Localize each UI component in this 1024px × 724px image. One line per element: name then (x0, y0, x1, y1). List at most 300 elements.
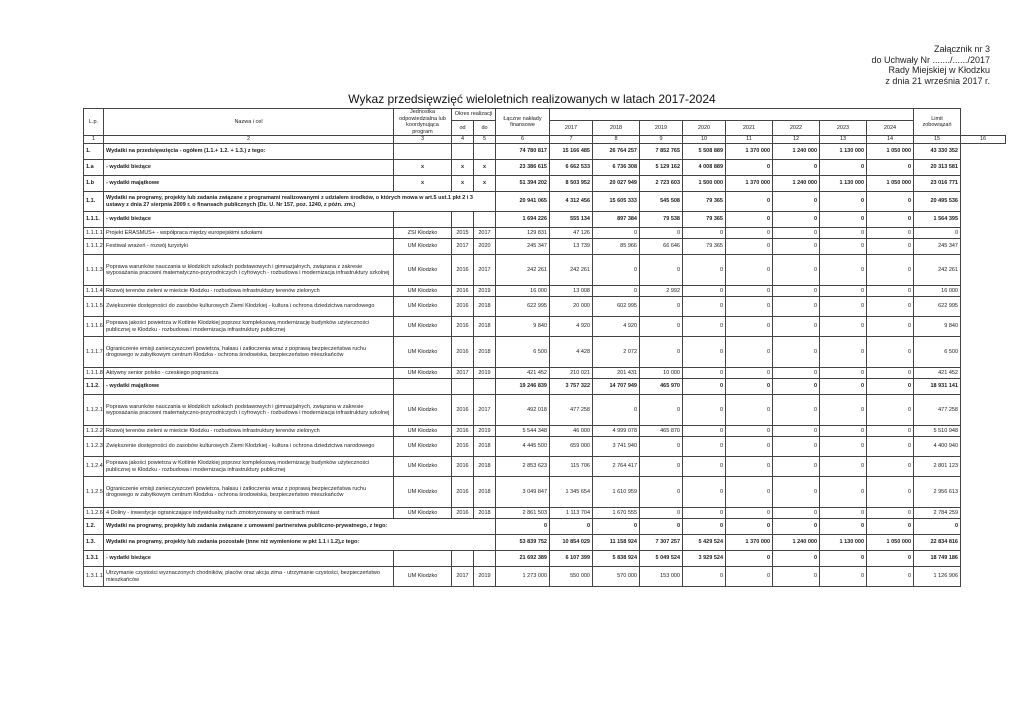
cell-y2023: 1 130 000 (820, 535, 867, 551)
cell-from: 2016 (452, 437, 474, 457)
cell-y2020: 0 (683, 457, 726, 477)
cell-to: 2020 (474, 239, 496, 255)
cell-name: - wydatki majątkowe (104, 176, 394, 192)
annex-resolution: do Uchwały Nr ......./....../2017 (871, 54, 990, 65)
header-limit: Limit zobowiązań (914, 109, 961, 136)
cell-unit: ZSI Kłodzko (394, 228, 452, 239)
cell-y2019: 153 000 (640, 567, 683, 587)
cell-y2017: 0 (550, 519, 593, 535)
cell-from (452, 379, 474, 395)
cell-to: 2017 (474, 395, 496, 426)
column-number: 13 (820, 136, 867, 144)
cell-lp: 1.1.1.1 (84, 228, 104, 239)
cell-name: - wydatki bieżące (104, 160, 394, 176)
cell-name: - wydatki bieżące (104, 212, 394, 228)
cell-y2024: 0 (867, 519, 914, 535)
table-row (84, 212, 1006, 228)
cell-total: 245 347 (496, 239, 550, 255)
table-body (84, 144, 1006, 587)
cell-y2020: 0 (683, 368, 726, 379)
cell-total: 23 386 615 (496, 160, 550, 176)
cell-y2017: 550 000 (550, 567, 593, 587)
cell-lp: 1. (84, 144, 104, 160)
cell-y2024: 0 (867, 437, 914, 457)
cell-name: Wydatki na programy, projekty lub zadania związane z programami realizowanymi z udziałem środków, o których mowa w art.5 ust.1 pkt 2 i 3 ustawy z dnia 27 sierpnia 2009 r. o finansach publicznych (Dz. U. Nr 157, poz. 1240, z późn. zm.) (104, 192, 496, 212)
cell-from: 2016 (452, 508, 474, 519)
cell-y2024: 0 (867, 212, 914, 228)
cell-y2020: 5 508 889 (683, 144, 726, 160)
cell-y2021: 1 370 000 (726, 176, 773, 192)
cell-y2018: 85 966 (593, 239, 640, 255)
cell-y2018: 897 384 (593, 212, 640, 228)
cell-y2023: 0 (820, 368, 867, 379)
cell-unit: UM Kłodzko (394, 437, 452, 457)
table-row (84, 317, 1006, 337)
cell-y2024: 0 (867, 368, 914, 379)
column-number: 16 (961, 136, 1006, 144)
cell-y2020: 0 (683, 317, 726, 337)
cell-from: x (452, 160, 474, 176)
cell-lp: 1.3.1 (84, 551, 104, 567)
header-year: 2019 (640, 121, 683, 136)
cell-y2018: 2 764 417 (593, 457, 640, 477)
column-number: 10 (683, 136, 726, 144)
cell-y2020: 0 (683, 395, 726, 426)
table-row (84, 192, 1006, 212)
column-number: 14 (867, 136, 914, 144)
column-number: 7 (550, 136, 593, 144)
cell-to (474, 551, 496, 567)
cell-y2020: 0 (683, 477, 726, 508)
cell-lp: 1.1.1.8 (84, 368, 104, 379)
cell-y2023: 0 (820, 239, 867, 255)
cell-total: 1 273 000 (496, 567, 550, 587)
table-row (84, 519, 1006, 535)
cell-name: Wydatki na programy, projekty lub zadania pozostałe (inne niż wymienione w pkt 1.1 i 1.2),z tego: (104, 535, 496, 551)
cell-lp: 1.1.1.7 (84, 337, 104, 368)
cell-y2019: 5 049 524 (640, 551, 683, 567)
cell-y2022: 0 (773, 457, 820, 477)
cell-unit: x (394, 176, 452, 192)
cell-unit: UM Kłodzko (394, 508, 452, 519)
column-number: 9 (640, 136, 683, 144)
cell-limit: 2 784 259 (914, 508, 961, 519)
cell-y2019: 0 (640, 437, 683, 457)
cell-from: x (452, 176, 474, 192)
table-row (84, 286, 1006, 297)
cell-lp: 1.1.2.5 (84, 477, 104, 508)
cell-from: 2015 (452, 228, 474, 239)
cell-name: 4 Doliny - inwestycje ograniczające indywidualny ruch zmotoryzowany w centrach miast (104, 508, 394, 519)
cell-limit: 43 330 352 (914, 144, 961, 160)
cell-limit: 622 995 (914, 297, 961, 317)
cell-from (452, 551, 474, 567)
cell-y2018: 26 764 257 (593, 144, 640, 160)
cell-y2022: 0 (773, 297, 820, 317)
cell-total: 51 394 202 (496, 176, 550, 192)
cell-y2021: 0 (726, 212, 773, 228)
cell-y2024: 0 (867, 160, 914, 176)
cell-total: 242 261 (496, 255, 550, 286)
cell-y2022: 0 (773, 192, 820, 212)
cell-y2022: 0 (773, 317, 820, 337)
header-period: Okres realizacji (452, 109, 496, 121)
cell-y2021: 0 (726, 426, 773, 437)
cell-y2022: 1 240 000 (773, 144, 820, 160)
cell-y2017: 4 312 456 (550, 192, 593, 212)
table-row (84, 508, 1006, 519)
cell-y2023: 0 (820, 477, 867, 508)
cell-from: 2016 (452, 255, 474, 286)
cell-y2023: 0 (820, 337, 867, 368)
cell-y2020: 0 (683, 437, 726, 457)
cell-from: 2016 (452, 337, 474, 368)
cell-y2018: 0 (593, 395, 640, 426)
cell-y2021: 0 (726, 379, 773, 395)
cell-y2017: 13 008 (550, 286, 593, 297)
cell-y2017: 210 021 (550, 368, 593, 379)
header-year: 2020 (683, 121, 726, 136)
cell-y2021: 0 (726, 337, 773, 368)
cell-y2018: 0 (593, 286, 640, 297)
cell-y2019: 10 000 (640, 368, 683, 379)
cell-y2022: 0 (773, 477, 820, 508)
cell-total: 129 831 (496, 228, 550, 239)
cell-y2022: 0 (773, 239, 820, 255)
table-row (84, 379, 1006, 395)
cell-lp: 1.3.1.1 (84, 567, 104, 587)
cell-y2017: 47 126 (550, 228, 593, 239)
cell-y2023: 0 (820, 379, 867, 395)
cell-lp: 1.1.1. (84, 212, 104, 228)
cell-unit: UM Kłodzko (394, 297, 452, 317)
cell-y2023: 0 (820, 212, 867, 228)
table-row (84, 255, 1006, 286)
cell-to: 2018 (474, 508, 496, 519)
cell-y2024: 0 (867, 228, 914, 239)
table-row (84, 144, 1006, 160)
cell-y2023: 0 (820, 160, 867, 176)
cell-total: 53 839 752 (496, 535, 550, 551)
column-number: 1 (84, 136, 104, 144)
cell-y2024: 0 (867, 477, 914, 508)
cell-limit: 16 000 (914, 286, 961, 297)
header-years-group (550, 109, 914, 121)
cell-from: 2016 (452, 477, 474, 508)
cell-y2019: 465 870 (640, 426, 683, 437)
cell-total: 492 018 (496, 395, 550, 426)
cell-limit: 20 495 536 (914, 192, 961, 212)
cell-y2021: 0 (726, 317, 773, 337)
cell-y2017: 6 662 533 (550, 160, 593, 176)
cell-y2024: 0 (867, 426, 914, 437)
cell-name: Zwiększenie dostępności do zasobów kulturowych Ziemi Kłodzkiej - kultura i ochrona dziedzictwa narodowego (104, 437, 394, 457)
cell-limit: 1 564 395 (914, 212, 961, 228)
cell-y2020: 0 (683, 508, 726, 519)
cell-name: Projekt ERASMUS+ - współpraca między europejskimi szkołami (104, 228, 394, 239)
cell-name: Ograniczenie emisji zanieczyszczeń powietrza, hałasu i zatłoczenia wraz z poprawą bezpieczeństwa ruchu drogowego w zabytkowym centrum Kłodzka - ochrona środowiska, bezpieczeństwo mieszkańców (104, 337, 394, 368)
cell-y2019: 5 129 162 (640, 160, 683, 176)
cell-unit: UM Kłodzko (394, 567, 452, 587)
cell-limit: 18 931 141 (914, 379, 961, 395)
cell-unit: UM Kłodzko (394, 337, 452, 368)
cell-from: 2016 (452, 317, 474, 337)
cell-y2023: 0 (820, 286, 867, 297)
cell-y2018: 1 670 555 (593, 508, 640, 519)
cell-limit: 245 347 (914, 239, 961, 255)
table-row (84, 395, 1006, 426)
cell-from: 2017 (452, 368, 474, 379)
cell-total: 74 780 817 (496, 144, 550, 160)
cell-total: 0 (496, 519, 550, 535)
cell-y2019: 2 992 (640, 286, 683, 297)
cell-y2021: 0 (726, 160, 773, 176)
cell-y2017: 8 503 952 (550, 176, 593, 192)
cell-y2022: 0 (773, 337, 820, 368)
cell-limit: 0 (914, 228, 961, 239)
cell-y2018: 201 431 (593, 368, 640, 379)
table-row (84, 176, 1006, 192)
annex-note (871, 44, 990, 86)
cell-lp: 1.3. (84, 535, 104, 551)
cell-y2024: 0 (867, 567, 914, 587)
header-lp: L.p. (84, 109, 104, 136)
cell-y2019: 66 646 (640, 239, 683, 255)
cell-unit: UM Kłodzko (394, 239, 452, 255)
annex-council: Rady Miejskiej w Kłodzku (888, 65, 990, 75)
cell-y2022: 0 (773, 567, 820, 587)
cell-y2022: 0 (773, 228, 820, 239)
cell-limit: 18 749 186 (914, 551, 961, 567)
cell-y2021: 0 (726, 286, 773, 297)
cell-to: 2018 (474, 457, 496, 477)
table-row (84, 160, 1006, 176)
cell-y2019: 0 (640, 395, 683, 426)
cell-y2019: 0 (640, 297, 683, 317)
cell-from: 2017 (452, 239, 474, 255)
cell-limit: 0 (914, 519, 961, 535)
cell-to: 2018 (474, 337, 496, 368)
cell-y2021: 0 (726, 228, 773, 239)
cell-total: 2 861 503 (496, 508, 550, 519)
header-to: do (474, 121, 496, 136)
cell-to: x (474, 176, 496, 192)
cell-y2022: 0 (773, 508, 820, 519)
cell-y2023: 0 (820, 551, 867, 567)
cell-y2017: 3 757 322 (550, 379, 593, 395)
cell-y2021: 0 (726, 239, 773, 255)
cell-limit: 5 510 948 (914, 426, 961, 437)
cell-from: 2017 (452, 567, 474, 587)
cell-total: 19 246 839 (496, 379, 550, 395)
cell-y2017: 4 920 (550, 317, 593, 337)
cell-y2017: 15 166 485 (550, 144, 593, 160)
cell-y2017: 10 854 029 (550, 535, 593, 551)
cell-y2019: 0 (640, 508, 683, 519)
cell-y2023: 0 (820, 395, 867, 426)
cell-y2017: 477 258 (550, 395, 593, 426)
cell-total: 6 500 (496, 337, 550, 368)
cell-y2017: 6 107 399 (550, 551, 593, 567)
cell-y2019: 0 (640, 457, 683, 477)
cell-y2023: 0 (820, 567, 867, 587)
cell-to (474, 144, 496, 160)
cell-lp: 1.1.1.2 (84, 239, 104, 255)
cell-y2017: 20 000 (550, 297, 593, 317)
cell-y2017: 1 113 704 (550, 508, 593, 519)
cell-lp: 1.1.1.6 (84, 317, 104, 337)
cell-unit: UM Kłodzko (394, 286, 452, 297)
cell-y2019: 0 (640, 477, 683, 508)
table-row (84, 457, 1006, 477)
cell-y2018: 0 (593, 519, 640, 535)
table-row (84, 368, 1006, 379)
cell-total: 4 445 500 (496, 437, 550, 457)
table-row (84, 228, 1006, 239)
cell-total: 622 995 (496, 297, 550, 317)
cell-y2022: 0 (773, 426, 820, 437)
cell-y2024: 1 050 000 (867, 535, 914, 551)
cell-y2020: 0 (683, 228, 726, 239)
cell-y2023: 0 (820, 255, 867, 286)
cell-y2021: 0 (726, 255, 773, 286)
cell-unit (394, 212, 452, 228)
cell-y2018: 20 027 949 (593, 176, 640, 192)
cell-from (452, 144, 474, 160)
cell-y2022: 1 240 000 (773, 176, 820, 192)
cell-unit: UM Kłodzko (394, 255, 452, 286)
cell-y2024: 0 (867, 379, 914, 395)
cell-y2023: 0 (820, 457, 867, 477)
cell-y2017: 115 706 (550, 457, 593, 477)
cell-y2023: 0 (820, 228, 867, 239)
cell-lp: 1.1.1.4 (84, 286, 104, 297)
cell-lp: 1.1.2.3 (84, 437, 104, 457)
header-year: 2024 (867, 121, 914, 136)
cell-y2024: 0 (867, 286, 914, 297)
cell-y2019: 545 508 (640, 192, 683, 212)
cell-unit (394, 144, 452, 160)
cell-unit: UM Kłodzko (394, 395, 452, 426)
cell-to: 2019 (474, 426, 496, 437)
cell-y2024: 1 050 000 (867, 144, 914, 160)
cell-y2021: 0 (726, 437, 773, 457)
table-row (84, 477, 1006, 508)
cell-to: 2018 (474, 437, 496, 457)
cell-from: 2016 (452, 426, 474, 437)
cell-y2020: 4 008 889 (683, 160, 726, 176)
cell-y2023: 0 (820, 317, 867, 337)
cell-y2020: 0 (683, 426, 726, 437)
cell-to: 2017 (474, 228, 496, 239)
cell-y2019: 0 (640, 317, 683, 337)
table-row (84, 426, 1006, 437)
cell-lp: 1.1.2.6 (84, 508, 104, 519)
header-year: 2018 (593, 121, 640, 136)
cell-name: Poprawa jakości powietrza w Kotlinie Kłodzkiej poprzez kompleksową modernizację budynków użyteczności publicznej w Kłodzku - rozbudowa i modernizacja infrastruktury publicznej (104, 457, 394, 477)
cell-total: 21 692 389 (496, 551, 550, 567)
cell-name: Utrzymanie czystości wyznaczonych chodników, placów oraz akcja zima - utrzymanie czystości, bezpieczeństwo mieszkańców (104, 567, 394, 587)
header-year: 2017 (550, 121, 593, 136)
projects-table (83, 108, 1006, 587)
cell-y2024: 0 (867, 508, 914, 519)
cell-lp: 1.1.1.3 (84, 255, 104, 286)
cell-y2017: 555 134 (550, 212, 593, 228)
cell-from: 2016 (452, 457, 474, 477)
cell-to (474, 212, 496, 228)
cell-to: 2018 (474, 297, 496, 317)
cell-y2018: 2 072 (593, 337, 640, 368)
cell-y2020: 0 (683, 297, 726, 317)
cell-y2020: 0 (683, 286, 726, 297)
cell-y2021: 0 (726, 519, 773, 535)
cell-y2021: 0 (726, 457, 773, 477)
table-row (84, 337, 1006, 368)
header-name: Nazwa i cel (104, 109, 394, 136)
cell-from: 2016 (452, 286, 474, 297)
cell-y2021: 0 (726, 297, 773, 317)
cell-name: - wydatki bieżące (104, 551, 394, 567)
cell-unit (394, 379, 452, 395)
cell-y2020: 0 (683, 337, 726, 368)
cell-limit: 22 834 816 (914, 535, 961, 551)
cell-to: 2019 (474, 368, 496, 379)
cell-y2017: 242 261 (550, 255, 593, 286)
cell-y2018: 6 736 308 (593, 160, 640, 176)
cell-y2022: 0 (773, 160, 820, 176)
cell-unit: UM Kłodzko (394, 317, 452, 337)
cell-name: Poprawa warunków nauczania w kłodzkich szkołach podstawowych i gimnazjalnych, związana z zakresie wyposażania pracowni matematyczno-przyrodniczych i cyfrowych - rozbudowa i modernizacja infrastruktury szkolnej (104, 255, 394, 286)
annex-number: Załącznik nr 3 (933, 44, 990, 54)
header-total: Łączne nakłady finansowe (496, 109, 550, 136)
cell-y2018: 570 000 (593, 567, 640, 587)
column-number: 12 (773, 136, 820, 144)
cell-total: 2 853 623 (496, 457, 550, 477)
cell-name: Rozwój terenów zieleni w mieście Kłodzku - rozbudowa infrastruktury terenów zielonych (104, 286, 394, 297)
cell-unit (394, 551, 452, 567)
cell-y2024: 1 050 000 (867, 176, 914, 192)
cell-y2019: 0 (640, 337, 683, 368)
cell-y2021: 0 (726, 192, 773, 212)
cell-y2019: 0 (640, 255, 683, 286)
cell-y2017: 1 345 654 (550, 477, 593, 508)
cell-y2018: 15 605 333 (593, 192, 640, 212)
cell-y2022: 0 (773, 255, 820, 286)
cell-y2022: 0 (773, 395, 820, 426)
header-year: 2021 (726, 121, 773, 136)
cell-y2022: 0 (773, 286, 820, 297)
cell-y2020: 79 365 (683, 192, 726, 212)
cell-y2022: 0 (773, 519, 820, 535)
cell-y2024: 0 (867, 192, 914, 212)
cell-y2020: 0 (683, 519, 726, 535)
cell-y2017: 46 000 (550, 426, 593, 437)
cell-y2021: 0 (726, 395, 773, 426)
cell-lp: 1.1.2.1 (84, 395, 104, 426)
cell-lp: 1.1.1.5 (84, 297, 104, 317)
cell-y2019: 0 (640, 228, 683, 239)
cell-y2023: 0 (820, 519, 867, 535)
cell-y2022: 0 (773, 368, 820, 379)
cell-y2022: 0 (773, 379, 820, 395)
cell-limit: 20 313 581 (914, 160, 961, 176)
cell-limit: 23 016 771 (914, 176, 961, 192)
header-year: 2023 (820, 121, 867, 136)
table-row (84, 551, 1006, 567)
cell-unit: UM Kłodzko (394, 457, 452, 477)
cell-name: Ograniczenie emisji zanieczyszczeń powietrza, hałasu i zatłoczenia wraz z poprawą bezpieczeństwa ruchu drogowego w zabytkowym centrum Kłodzka - ochrona środowiska, bezpieczeństwo mieszkańców (104, 477, 394, 508)
cell-limit: 6 500 (914, 337, 961, 368)
